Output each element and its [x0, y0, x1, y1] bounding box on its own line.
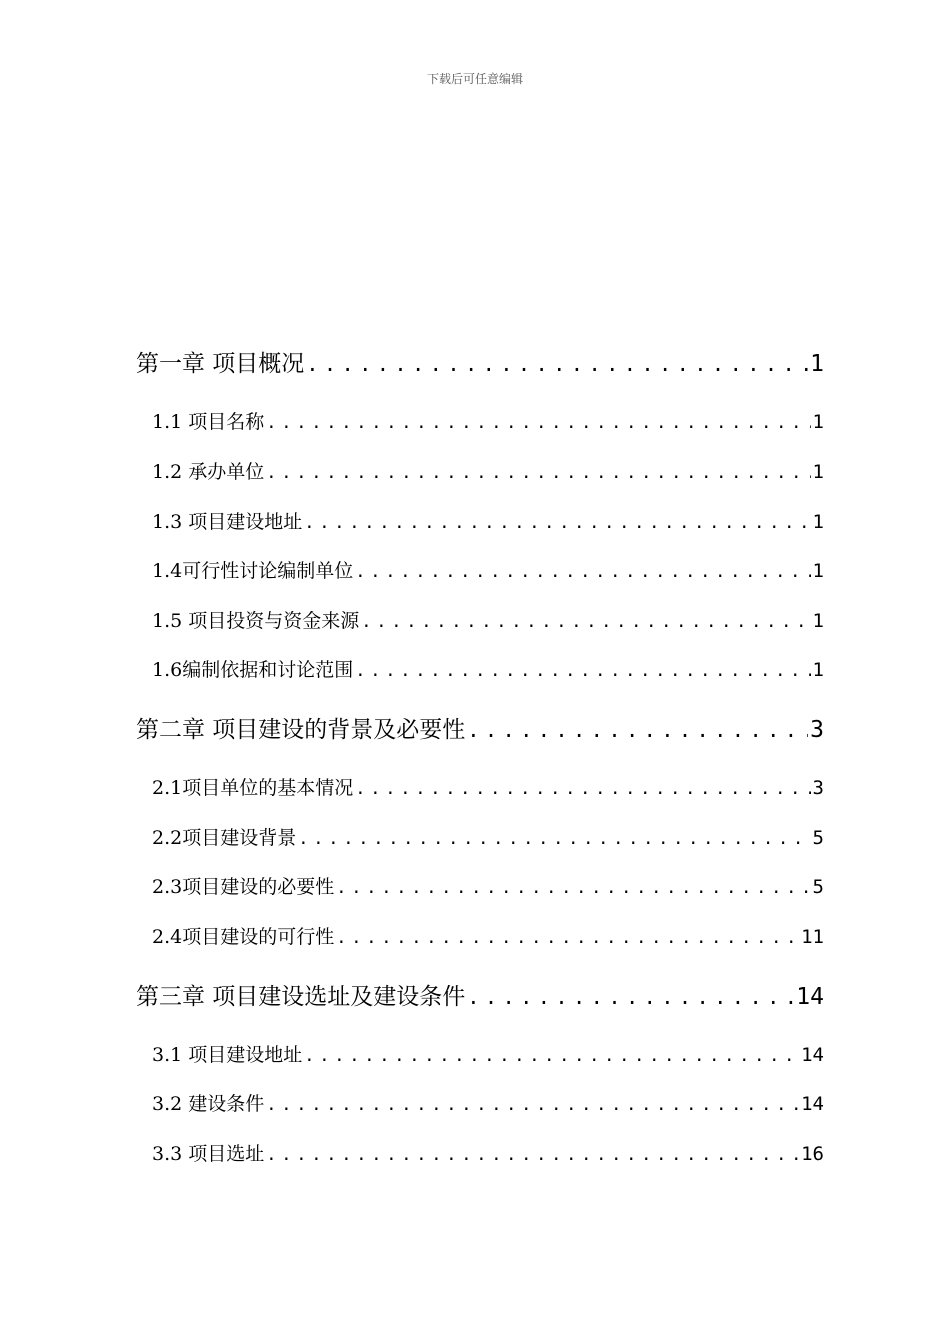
toc-dot-leader — [336, 878, 810, 898]
toc-section-1-2[interactable] — [152, 457, 824, 484]
toc-page-number: 3 — [812, 777, 824, 799]
toc-dot-leader — [467, 718, 808, 742]
toc-entry-title: 3.2 建设条件 — [152, 1093, 265, 1115]
toc-dot-leader — [266, 413, 810, 433]
toc-dot-leader — [266, 1145, 799, 1165]
toc-section-1-4[interactable] — [152, 556, 824, 583]
toc-dot-leader — [266, 463, 810, 483]
toc-dot-leader — [467, 985, 794, 1009]
toc-section-1-5[interactable] — [152, 606, 824, 633]
toc-entry-title: 2.1项目单位的基本情况 — [152, 777, 354, 799]
toc-chapter-2[interactable] — [136, 711, 824, 744]
toc-section-1-6[interactable] — [152, 655, 824, 682]
toc-page-number: 5 — [812, 876, 824, 898]
toc-section-1-1[interactable] — [152, 407, 824, 434]
toc-page-number: 1 — [812, 461, 824, 483]
toc-dot-leader — [304, 513, 810, 533]
toc-dot-leader — [355, 661, 810, 681]
toc-entry-title: 第三章 项目建设选址及建设条件 — [136, 984, 466, 1010]
toc-entry-title: 1.6编制依据和讨论范围 — [152, 659, 354, 681]
toc-page-number: 1 — [812, 659, 824, 681]
toc-dot-leader — [361, 612, 810, 632]
toc-section-3-2[interactable] — [152, 1089, 824, 1116]
toc-dot-leader — [355, 779, 810, 799]
toc-section-3-3[interactable] — [152, 1139, 824, 1166]
toc-page-number: 14 — [801, 1044, 824, 1066]
toc-dot-leader — [266, 1095, 799, 1115]
toc-page-number: 5 — [812, 827, 824, 849]
toc-section-3-1[interactable] — [152, 1040, 824, 1067]
toc-page-number: 1 — [812, 560, 824, 582]
toc-section-2-2[interactable] — [152, 823, 824, 850]
toc-entry-title: 2.3项目建设的必要性 — [152, 876, 335, 898]
toc-entry-title: 3.3 项目选址 — [152, 1143, 265, 1165]
toc-entry-title: 3.1 项目建设地址 — [152, 1044, 303, 1066]
toc-section-2-4[interactable] — [152, 922, 824, 949]
toc-entry-title: 第二章 项目建设的背景及必要性 — [136, 717, 466, 743]
toc-page-number: 11 — [801, 926, 824, 948]
toc-page-number: 3 — [810, 717, 824, 743]
toc-entry-title: 2.4项目建设的可行性 — [152, 926, 335, 948]
toc-page-number: 1 — [812, 411, 824, 433]
toc-entry-title: 1.4可行性讨论编制单位 — [152, 560, 354, 582]
toc-chapter-1[interactable] — [136, 345, 824, 378]
toc-page-number: 14 — [796, 984, 824, 1010]
toc-dot-leader — [306, 352, 808, 376]
toc-section-2-1[interactable] — [152, 773, 824, 800]
toc-entry-title: 1.2 承办单位 — [152, 461, 265, 483]
toc-dot-leader — [336, 928, 799, 948]
toc-chapter-3[interactable] — [136, 978, 824, 1011]
page-header-note: 下载后可任意编辑 — [426, 72, 523, 86]
toc-entry-title: 1.1 项目名称 — [152, 411, 265, 433]
toc-entry-title: 1.5 项目投资与资金来源 — [152, 610, 360, 632]
toc-dot-leader — [298, 829, 810, 849]
toc-page-number: 1 — [812, 511, 824, 533]
toc-entry-title: 第一章 项目概况 — [136, 351, 305, 377]
toc-page-number: 14 — [801, 1093, 824, 1115]
toc-page-number: 1 — [810, 351, 824, 377]
toc-entry-title: 1.3 项目建设地址 — [152, 511, 303, 533]
toc-page-number: 1 — [812, 610, 824, 632]
toc-section-1-3[interactable] — [152, 507, 824, 534]
toc-page-number: 16 — [801, 1143, 824, 1165]
toc-entry-title: 2.2项目建设背景 — [152, 827, 297, 849]
toc-dot-leader — [304, 1046, 799, 1066]
toc-section-2-3[interactable] — [152, 872, 824, 899]
toc-dot-leader — [355, 562, 810, 582]
